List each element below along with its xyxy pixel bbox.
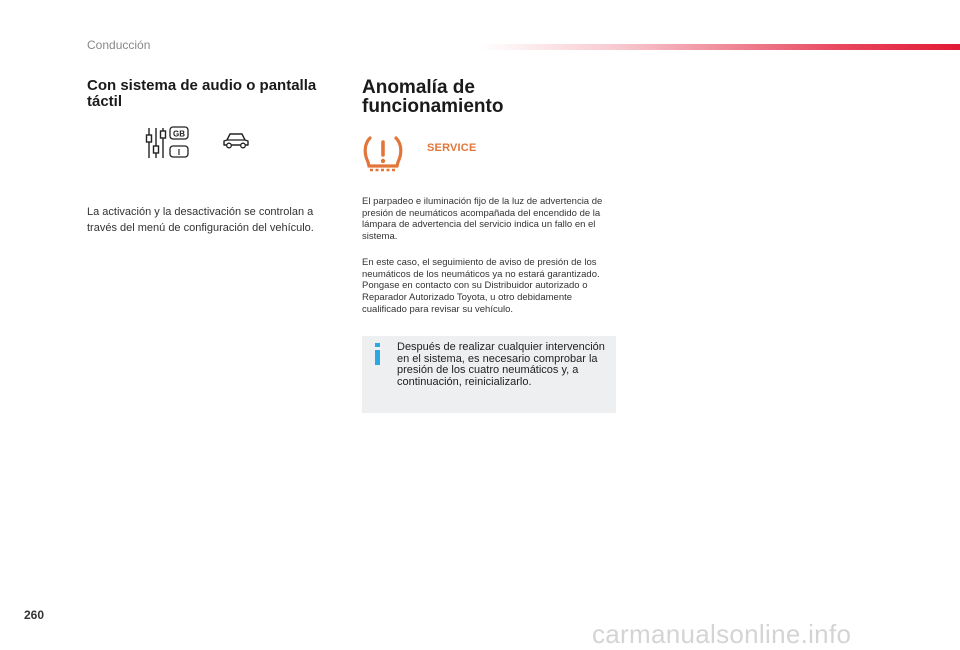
info-icon: [373, 343, 383, 365]
gb-language-icon: [170, 127, 188, 157]
paragraph-2: En este caso, el seguimiento de aviso de presión de los neumáticos de los neumáticos ya no estará garantizado.: [362, 256, 600, 280]
svg-text:GB: GB: [173, 129, 185, 139]
tire-pressure-warning-icon: [362, 134, 404, 172]
section-header: Conducción: [87, 38, 151, 52]
left-column: [87, 78, 343, 236]
icons-row: [87, 126, 343, 174]
service-warning-label: SERVICE: [427, 142, 477, 154]
info-box: [362, 336, 616, 413]
left-body-text: La activación y la desactivación se controlan a través del menú de configuración del vehículo.: [87, 206, 314, 234]
section-title-malfunction: Anomalía de funcionamiento: [362, 77, 504, 117]
right-column: [362, 78, 618, 315]
paragraph-1: El parpadeo e iluminación fijo de la luz de advertencia de presión de neumáticos acompañada del encendido de la lámpara de advertencia del servicio indica un fallo en el sistema.: [362, 196, 603, 243]
header-accent-bar: [480, 44, 960, 50]
car-icon: [221, 130, 251, 152]
watermark: carmanualsonline.info: [592, 619, 852, 649]
svg-text:I: I: [177, 148, 181, 157]
info-text: Después de realizar cualquier intervención en el sistema, es necesario comprobar la presión de los cuatro neumáticos y, a continuación, reinicializarlo.: [397, 341, 605, 388]
section-title-audio: Con sistema de audio o pantalla táctil: [87, 77, 317, 110]
paragraph-3: Pongase en contacto con su Distribuidor autorizado o Reparador Autorizado Toyota, u otro debidamente cualificado para revisar su vehículo.: [362, 280, 588, 315]
warning-row: [362, 134, 618, 174]
settings-sliders-icon: [145, 126, 193, 162]
page-number: 260: [24, 608, 45, 622]
